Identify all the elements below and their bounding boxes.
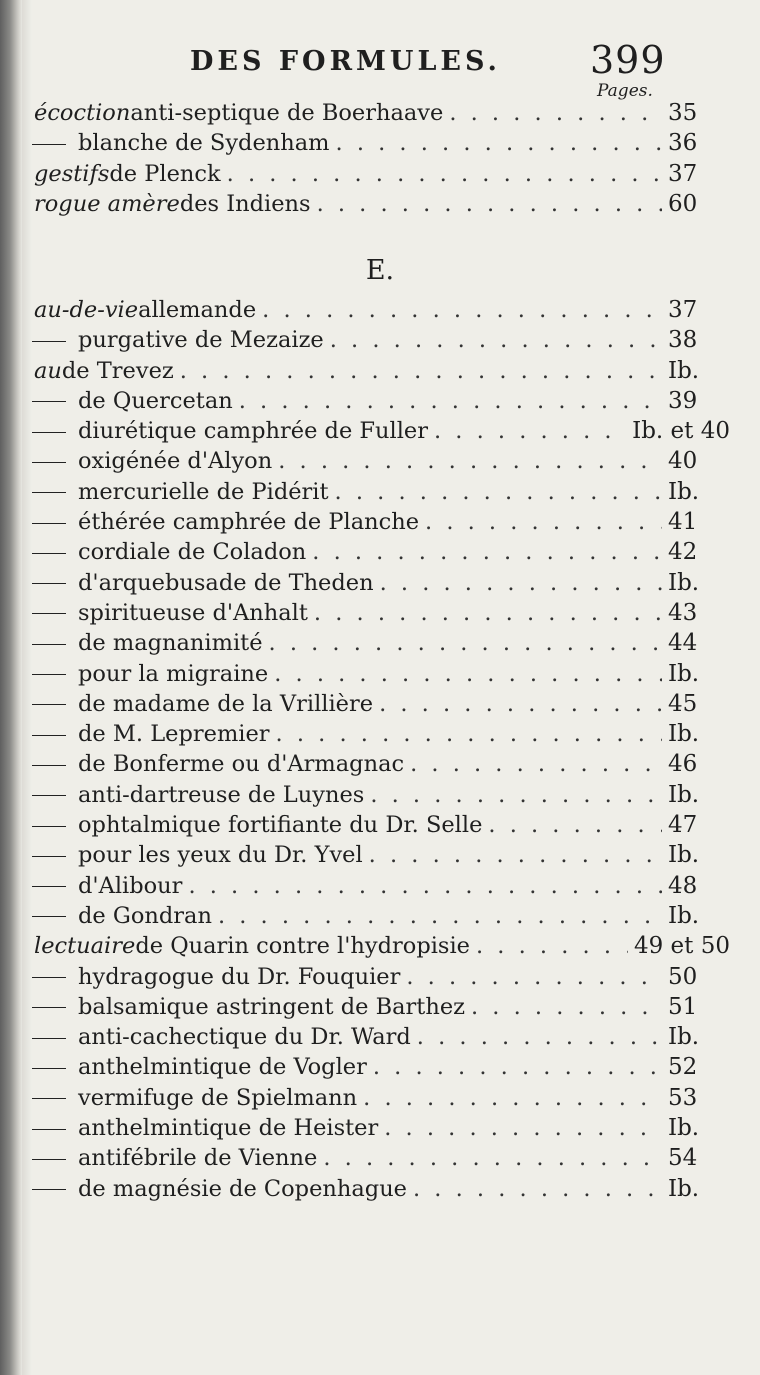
entry-page-ref: 43 [668, 599, 698, 626]
entry-page-ref: 48 [668, 872, 698, 899]
index-section-d [30, 98, 730, 219]
leader-dots [413, 1174, 662, 1204]
index-entry [30, 1022, 730, 1052]
entry-text: antifébrile de Vienne [78, 1145, 318, 1172]
entry-text: de Trevez [61, 357, 174, 384]
pages-column-label: Pages. [597, 81, 653, 101]
index-entry [30, 128, 730, 158]
entry-text: ophtalmique fortifiante du Dr. Selle [78, 812, 483, 839]
entry-page-ref: 47 [668, 812, 698, 839]
entry-page-ref: Ib. [668, 1175, 700, 1202]
entry-text: de magnésie de Copenhague [78, 1175, 407, 1202]
leader-dots [449, 98, 662, 128]
ditto-dash [30, 568, 74, 598]
letter-heading-e: E. [365, 255, 395, 286]
leader-dots [417, 1022, 662, 1052]
entry-page-ref: Ib. et 40 [632, 418, 730, 445]
entry-page-ref: 40 [668, 448, 698, 475]
leader-dots [269, 628, 662, 658]
index-entry [30, 659, 730, 689]
index-entry [30, 719, 730, 749]
leader-dots [317, 189, 662, 219]
leader-dots [369, 840, 662, 870]
entry-text: purgative de Mezaize [78, 327, 324, 354]
entry-text: pour les yeux du Dr. Yvel [78, 842, 363, 869]
index-entry [30, 840, 730, 870]
ditto-dash [30, 1052, 74, 1082]
entry-page-ref: Ib. [668, 1024, 700, 1051]
index-entry [30, 598, 730, 628]
index-entry [30, 1143, 730, 1173]
index-section-e [30, 295, 730, 1204]
entry-page-ref: 44 [668, 630, 698, 657]
entry-text: mercurielle de Pidérit [78, 478, 329, 505]
leader-dots [370, 780, 662, 810]
entry-text: d'arquebusade de Theden [78, 569, 374, 596]
entry-text: des Indiens [179, 190, 311, 217]
ditto-dash [30, 749, 74, 779]
ditto-dash [30, 386, 74, 416]
index-entry [30, 871, 730, 901]
entry-text: anti-septique de Boerhaave [130, 100, 444, 126]
leader-dots [476, 931, 628, 961]
ditto-dash [30, 628, 74, 658]
index-entry [30, 810, 730, 840]
leader-dots [239, 386, 662, 416]
index-entry [30, 1052, 730, 1082]
entry-text: diurétique camphrée de Fuller [78, 418, 428, 445]
entry-page-ref: 60 [668, 190, 698, 217]
entry-text: vermifuge de Spielmann [78, 1084, 358, 1111]
index-entry [30, 1083, 730, 1113]
entry-page-ref: Ib. [668, 842, 700, 869]
entry-text: cordiale de Coladon [78, 539, 307, 566]
index-entry [30, 537, 730, 567]
index-entry [30, 1113, 730, 1143]
index-entry [30, 689, 730, 719]
leader-dots [379, 689, 662, 719]
entry-keyword: écoction [34, 100, 131, 126]
ditto-dash [30, 840, 74, 870]
entry-text: anthelmintique de Heister [78, 1115, 379, 1142]
page-number: 399 [590, 38, 666, 82]
index-entry [30, 507, 730, 537]
ditto-dash [30, 780, 74, 810]
index-entry [30, 780, 730, 810]
entry-page-ref: 35 [668, 100, 698, 126]
ditto-dash [30, 1143, 74, 1173]
ditto-dash [30, 719, 74, 749]
entry-page-ref: Ib. [668, 569, 700, 596]
entry-text: anthelmintique de Vogler [78, 1054, 367, 1081]
ditto-dash [30, 689, 74, 719]
index-entry [30, 992, 730, 1022]
index-entry [30, 901, 730, 931]
index-entry [30, 568, 730, 598]
entry-page-ref: 38 [668, 327, 698, 354]
entry-text: de Gondran [78, 902, 212, 929]
entry-text: balsamique astringent de Barthez [78, 993, 465, 1020]
leader-dots [314, 598, 662, 628]
entry-page-ref: 39 [668, 387, 698, 414]
entry-keyword: au-de-vie [34, 297, 139, 323]
index-entry [30, 1174, 730, 1204]
ditto-dash [30, 810, 74, 840]
leader-dots [278, 446, 662, 476]
ditto-dash [30, 871, 74, 901]
ditto-dash [30, 992, 74, 1022]
entry-page-ref: 45 [668, 690, 698, 717]
leader-dots [384, 1113, 662, 1143]
entry-page-ref: Ib. [668, 781, 700, 808]
ditto-dash [30, 659, 74, 689]
index-entry [30, 628, 730, 658]
leader-dots [312, 537, 662, 567]
ditto-dash [30, 325, 74, 355]
index-entry [30, 416, 730, 446]
entry-page-ref: 51 [668, 993, 698, 1020]
leader-dots [406, 962, 662, 992]
entry-page-ref: 37 [668, 160, 698, 187]
leader-dots [276, 719, 662, 749]
leader-dots [180, 356, 662, 386]
index-entry [30, 295, 730, 325]
running-title: DES FORMULES. [190, 46, 501, 77]
entry-text: de magnanimité [78, 630, 263, 657]
ditto-dash [30, 1113, 74, 1143]
leader-dots [336, 128, 662, 158]
entry-page-ref: Ib. [668, 357, 700, 384]
entry-text: de madame de la Vrillière [78, 690, 374, 717]
entry-page-ref: 46 [668, 751, 698, 778]
leader-dots [274, 659, 662, 689]
ditto-dash [30, 598, 74, 628]
entry-page-ref: 52 [668, 1054, 698, 1081]
leader-dots [410, 749, 662, 779]
leader-dots [363, 1083, 662, 1113]
entry-keyword: au [34, 357, 62, 384]
ditto-dash [30, 962, 74, 992]
entry-text: allemande [138, 297, 257, 323]
entry-page-ref: 41 [668, 509, 698, 536]
index-entry [30, 98, 730, 128]
index-entry [30, 962, 730, 992]
ditto-dash [30, 1083, 74, 1113]
ditto-dash [30, 507, 74, 537]
leader-dots [218, 901, 662, 931]
entry-page-ref: 53 [668, 1084, 698, 1111]
leader-dots [262, 295, 662, 325]
entry-page-ref: 49 et 50 [633, 933, 730, 960]
ditto-dash [30, 416, 74, 446]
ditto-dash [30, 537, 74, 567]
entry-keyword: gestifs [34, 160, 110, 187]
ditto-dash [30, 128, 74, 158]
leader-dots [335, 477, 662, 507]
entry-page-ref: Ib. [668, 478, 700, 505]
entry-page-ref: Ib. [668, 902, 700, 929]
entry-text: éthérée camphrée de Planche [78, 509, 420, 536]
entry-text: hydragogue du Dr. Fouquier [78, 963, 401, 990]
entry-text: de Quarin contre l'hydropisie [135, 933, 470, 960]
entry-keyword: rogue amère [34, 190, 180, 217]
index-entry [30, 386, 730, 416]
entry-page-ref: Ib. [668, 1115, 700, 1142]
entry-page-ref: 50 [668, 963, 698, 990]
entry-text: anti-cachectique du Dr. Ward [78, 1024, 411, 1051]
leader-dots [330, 325, 662, 355]
entry-text: d'Alibour [78, 872, 183, 899]
index-entry [30, 325, 730, 355]
index-entry [30, 189, 730, 219]
entry-text: spiritueuse d'Anhalt [78, 599, 308, 626]
entry-text: pour la migraine [78, 660, 269, 687]
book-page [30, 0, 730, 1375]
index-entry [30, 446, 730, 476]
entry-text: de Bonferme ou d'Armagnac [78, 751, 405, 778]
ditto-dash [30, 1174, 74, 1204]
book-binding-edge [0, 0, 22, 1375]
index-entry [30, 477, 730, 507]
entry-text: oxigénée d'Alyon [78, 448, 273, 475]
entry-text: de Plenck [109, 160, 221, 187]
entry-page-ref: Ib. [668, 660, 700, 687]
entry-text: de M. Lepremier [78, 721, 270, 748]
entry-text: anti-dartreuse de Luynes [78, 781, 365, 808]
ditto-dash [30, 446, 74, 476]
leader-dots [488, 810, 662, 840]
index-entry [30, 749, 730, 779]
entry-text: blanche de Sydenham [78, 130, 330, 157]
leader-dots [425, 507, 662, 537]
leader-dots [323, 1143, 662, 1173]
index-entry [30, 931, 730, 961]
leader-dots [373, 1052, 662, 1082]
leader-dots [434, 416, 626, 446]
entry-page-ref: 37 [668, 297, 698, 323]
index-entry [30, 159, 730, 189]
entry-keyword: lectuaire [34, 933, 136, 960]
index-entry [30, 356, 730, 386]
leader-dots [380, 568, 662, 598]
leader-dots [188, 871, 662, 901]
ditto-dash [30, 1022, 74, 1052]
leader-dots [227, 159, 662, 189]
entry-page-ref: 36 [668, 130, 698, 157]
ditto-dash [30, 477, 74, 507]
entry-page-ref: 42 [668, 539, 698, 566]
running-head [30, 38, 730, 101]
ditto-dash [30, 901, 74, 931]
leader-dots [471, 992, 662, 1022]
entry-text: de Quercetan [78, 387, 233, 414]
entry-page-ref: Ib. [668, 721, 700, 748]
entry-page-ref: 54 [668, 1145, 698, 1172]
